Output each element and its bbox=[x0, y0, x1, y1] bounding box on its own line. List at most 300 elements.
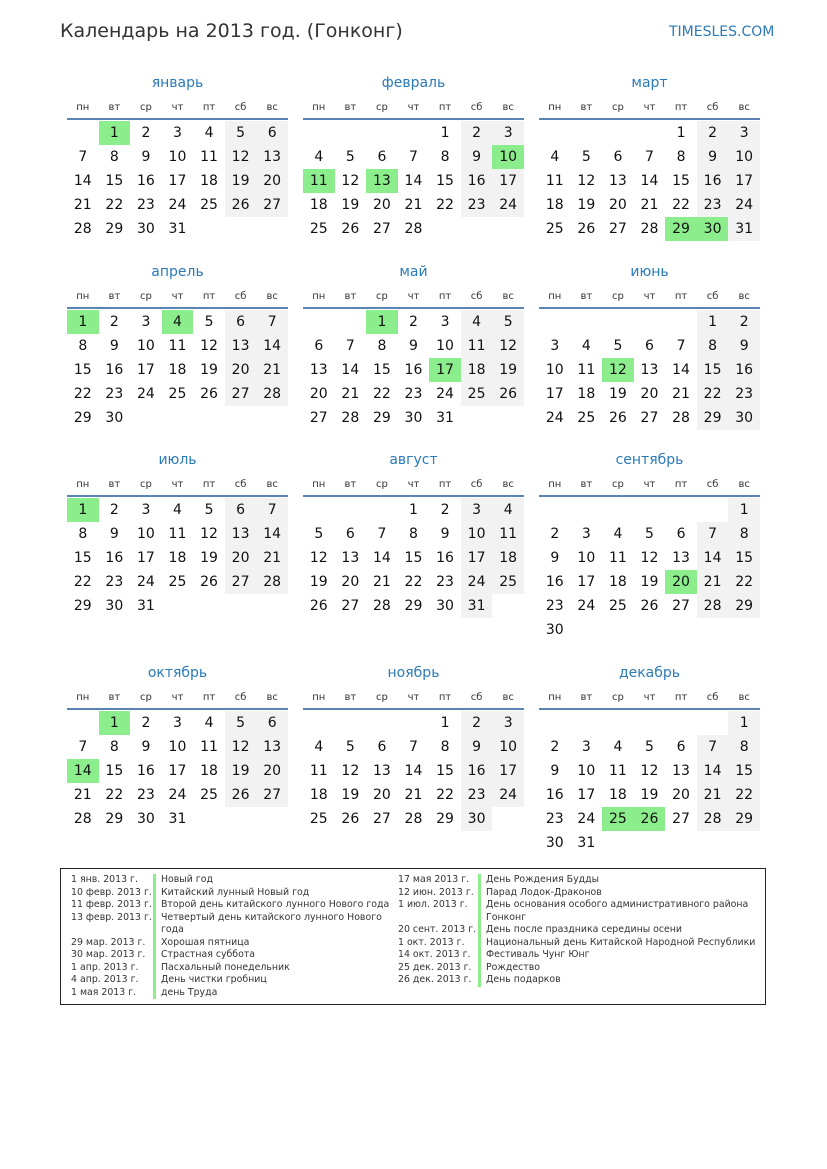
day-cell: 17 bbox=[577, 574, 596, 590]
day-cell: 11 bbox=[545, 173, 564, 189]
header-divider bbox=[303, 708, 524, 710]
day-cell: 25 bbox=[545, 221, 564, 237]
month-block bbox=[67, 450, 288, 618]
day-cell: 24 bbox=[168, 197, 187, 213]
day-grid bbox=[539, 711, 760, 855]
day-cell: 11 bbox=[168, 526, 187, 542]
holiday-entry bbox=[71, 987, 391, 1000]
day-cell: 27 bbox=[225, 382, 257, 406]
day-cell: 22 bbox=[105, 787, 124, 803]
holiday-date: 14 окт. 2013 г. bbox=[398, 949, 471, 960]
holiday-day: 17 bbox=[429, 358, 461, 382]
weekday-label: сб bbox=[234, 691, 247, 703]
header-divider bbox=[539, 118, 760, 120]
holiday-name: День основания особого административного района Гонконг bbox=[486, 899, 749, 923]
day-cell: 9 bbox=[550, 550, 560, 566]
empty-cell bbox=[303, 310, 335, 334]
day-cell: 18 bbox=[577, 386, 596, 402]
day-cell: 19 bbox=[225, 169, 257, 193]
day-cell: 2 bbox=[141, 125, 151, 141]
holiday-entry bbox=[71, 912, 391, 937]
holiday-date: 1 янв. 2013 г. bbox=[71, 874, 138, 885]
holiday-date: 11 февр. 2013 г. bbox=[71, 899, 152, 910]
day-cell: 19 bbox=[492, 358, 524, 382]
day-cell: 6 bbox=[377, 739, 387, 755]
empty-cell bbox=[602, 121, 634, 145]
day-cell: 18 bbox=[168, 550, 187, 566]
day-cell: 8 bbox=[377, 338, 387, 354]
day-cell: 25 bbox=[492, 570, 524, 594]
day-cell: 13 bbox=[225, 334, 257, 358]
day-cell: 20 bbox=[309, 386, 328, 402]
day-cell: 13 bbox=[309, 362, 328, 378]
day-cell: 6 bbox=[676, 526, 686, 542]
day-cell: 4 bbox=[613, 526, 623, 542]
day-cell: 12 bbox=[200, 338, 218, 354]
weekday-label: ср bbox=[375, 290, 388, 302]
day-cell: 20 bbox=[256, 759, 288, 783]
empty-cell bbox=[697, 711, 729, 735]
day-cell: 21 bbox=[640, 197, 659, 213]
day-cell: 12 bbox=[341, 173, 360, 189]
day-cell: 23 bbox=[136, 787, 155, 803]
day-cell: 30 bbox=[545, 835, 564, 851]
weekday-label: чт bbox=[643, 290, 656, 302]
day-cell: 14 bbox=[697, 546, 729, 570]
weekday-label: пн bbox=[312, 290, 326, 302]
holiday-date: 20 сент. 2013 г. bbox=[398, 924, 477, 935]
weekday-label: пн bbox=[76, 478, 90, 490]
day-cell: 16 bbox=[545, 574, 564, 590]
day-cell: 15 bbox=[404, 550, 423, 566]
holiday-marker bbox=[153, 974, 156, 987]
weekday-label: пн bbox=[548, 101, 562, 113]
month-name: август bbox=[389, 452, 438, 468]
day-cell: 5 bbox=[613, 338, 623, 354]
day-cell: 6 bbox=[676, 739, 686, 755]
holiday-marker bbox=[153, 912, 156, 937]
day-cell: 29 bbox=[372, 410, 391, 426]
day-cell: 20 bbox=[372, 197, 391, 213]
day-cell: 3 bbox=[173, 715, 182, 731]
weekday-label: пн bbox=[76, 691, 90, 703]
day-cell: 20 bbox=[256, 169, 288, 193]
empty-cell bbox=[697, 498, 729, 522]
holiday-entry bbox=[398, 874, 763, 887]
day-cell: 6 bbox=[345, 526, 355, 542]
day-cell: 12 bbox=[640, 550, 659, 566]
holiday-marker bbox=[478, 924, 481, 937]
month-block bbox=[539, 663, 760, 855]
weekday-label: вт bbox=[580, 691, 593, 703]
day-cell: 9 bbox=[440, 526, 450, 542]
weekday-label: пт bbox=[438, 290, 452, 302]
day-grid bbox=[539, 121, 760, 241]
holiday-entry bbox=[398, 899, 763, 924]
day-cell: 24 bbox=[492, 783, 524, 807]
empty-cell bbox=[634, 121, 666, 145]
day-cell: 27 bbox=[372, 811, 391, 827]
holiday-marker bbox=[478, 974, 481, 987]
day-cell: 16 bbox=[461, 169, 493, 193]
weekday-label: чт bbox=[407, 290, 420, 302]
day-cell: 9 bbox=[461, 735, 493, 759]
empty-cell bbox=[303, 121, 335, 145]
day-cell: 25 bbox=[168, 574, 187, 590]
day-cell: 28 bbox=[404, 221, 423, 237]
empty-cell bbox=[67, 711, 99, 735]
holiday-day: 4 bbox=[162, 310, 194, 334]
day-cell: 5 bbox=[204, 314, 214, 330]
day-cell: 10 bbox=[168, 739, 187, 755]
holiday-day: 13 bbox=[366, 169, 398, 193]
month-block bbox=[539, 450, 760, 642]
holiday-entry bbox=[398, 924, 763, 937]
holiday-date: 1 мая 2013 г. bbox=[71, 986, 137, 998]
day-cell: 20 bbox=[225, 358, 257, 382]
day-cell: 24 bbox=[168, 787, 187, 803]
holiday-day: 14 bbox=[67, 759, 99, 783]
day-cell: 2 bbox=[440, 502, 450, 518]
day-cell: 23 bbox=[436, 574, 454, 590]
weekday-label: ср bbox=[611, 691, 624, 703]
holiday-day: 1 bbox=[99, 121, 131, 145]
day-cell: 20 bbox=[341, 574, 360, 590]
day-cell: 8 bbox=[440, 149, 450, 165]
month-name: июль bbox=[158, 452, 197, 468]
day-cell: 3 bbox=[492, 121, 524, 145]
day-cell: 29 bbox=[728, 594, 760, 618]
day-cell: 9 bbox=[409, 338, 418, 354]
weekday-label: чт bbox=[407, 691, 420, 703]
day-cell: 3 bbox=[141, 502, 151, 518]
day-cell: 10 bbox=[461, 522, 493, 546]
day-cell: 25 bbox=[309, 811, 328, 827]
day-cell: 27 bbox=[256, 783, 288, 807]
day-cell: 20 bbox=[640, 386, 659, 402]
day-cell: 22 bbox=[436, 787, 454, 803]
empty-cell bbox=[539, 310, 571, 334]
day-cell: 11 bbox=[492, 522, 524, 546]
day-cell: 30 bbox=[136, 221, 155, 237]
weekday-header bbox=[303, 97, 524, 117]
day-cell: 20 bbox=[225, 546, 257, 570]
day-cell: 7 bbox=[256, 310, 288, 334]
day-cell: 15 bbox=[372, 362, 391, 378]
day-cell: 21 bbox=[73, 197, 92, 213]
site-link[interactable]: TIMESLES.COM bbox=[669, 24, 775, 40]
day-cell: 19 bbox=[608, 386, 627, 402]
holiday-date: 10 февр. 2013 г. bbox=[71, 886, 152, 898]
day-cell: 31 bbox=[168, 811, 187, 827]
day-cell: 14 bbox=[372, 550, 391, 566]
day-cell: 25 bbox=[608, 598, 627, 614]
day-cell: 28 bbox=[672, 410, 690, 426]
weekday-label: сб bbox=[234, 290, 247, 302]
holiday-day: 1 bbox=[67, 310, 99, 334]
weekday-header bbox=[67, 687, 288, 707]
day-cell: 10 bbox=[545, 362, 564, 378]
day-cell: 30 bbox=[436, 598, 454, 614]
holiday-name: Китайский лунный Новый год bbox=[161, 886, 310, 898]
month-name: февраль bbox=[381, 75, 446, 91]
day-cell: 18 bbox=[200, 173, 218, 189]
day-cell: 4 bbox=[613, 739, 623, 755]
day-cell: 13 bbox=[372, 763, 391, 779]
holiday-entry bbox=[398, 949, 763, 962]
day-cell: 24 bbox=[545, 410, 564, 426]
day-cell: 8 bbox=[78, 526, 88, 542]
day-cell: 27 bbox=[672, 811, 690, 827]
day-cell: 14 bbox=[404, 763, 423, 779]
day-grid bbox=[67, 310, 288, 430]
weekday-label: сб bbox=[706, 691, 719, 703]
day-cell: 11 bbox=[200, 149, 218, 165]
weekday-label: вс bbox=[266, 478, 278, 490]
day-cell: 2 bbox=[697, 121, 729, 145]
day-cell: 11 bbox=[461, 334, 493, 358]
day-cell: 18 bbox=[168, 362, 187, 378]
empty-cell bbox=[303, 711, 335, 735]
holiday-name: День подарков bbox=[486, 974, 561, 985]
day-cell: 12 bbox=[577, 173, 596, 189]
day-cell: 22 bbox=[436, 197, 454, 213]
weekday-header bbox=[303, 286, 524, 306]
weekday-label: ср bbox=[375, 691, 388, 703]
holiday-date: 4 апр. 2013 г. bbox=[71, 974, 139, 985]
holiday-marker bbox=[478, 874, 481, 887]
day-cell: 9 bbox=[728, 334, 760, 358]
day-cell: 16 bbox=[136, 763, 155, 779]
holiday-name: Новый год bbox=[161, 874, 213, 885]
day-grid bbox=[67, 121, 288, 241]
day-cell: 9 bbox=[550, 763, 560, 779]
day-cell: 4 bbox=[314, 739, 324, 755]
day-cell: 16 bbox=[728, 358, 760, 382]
weekday-label: вт bbox=[108, 101, 121, 113]
day-cell: 26 bbox=[492, 382, 524, 406]
day-cell: 29 bbox=[73, 598, 92, 614]
day-cell: 30 bbox=[728, 406, 760, 430]
day-cell: 28 bbox=[256, 382, 288, 406]
day-cell: 27 bbox=[640, 410, 659, 426]
weekday-label: пт bbox=[202, 478, 216, 490]
day-cell: 8 bbox=[109, 739, 119, 755]
weekday-label: вт bbox=[344, 691, 357, 703]
day-cell: 13 bbox=[640, 362, 659, 378]
month-name: декабрь bbox=[618, 665, 681, 681]
day-cell: 9 bbox=[109, 338, 119, 354]
day-cell: 8 bbox=[409, 526, 418, 542]
holiday-date: 12 июн. 2013 г. bbox=[398, 886, 474, 898]
day-cell: 6 bbox=[613, 149, 623, 165]
holiday-entry bbox=[398, 937, 763, 950]
day-cell: 23 bbox=[697, 193, 729, 217]
day-cell: 2 bbox=[461, 711, 493, 735]
day-cell: 26 bbox=[309, 598, 328, 614]
day-cell: 28 bbox=[697, 807, 729, 831]
weekday-header bbox=[67, 97, 288, 117]
holiday-entry bbox=[71, 962, 391, 975]
day-cell: 23 bbox=[136, 197, 155, 213]
day-cell: 18 bbox=[492, 546, 524, 570]
holiday-date: 26 дек. 2013 г. bbox=[398, 974, 472, 985]
day-cell: 1 bbox=[676, 125, 686, 141]
weekday-label: пт bbox=[202, 290, 216, 302]
weekday-label: чт bbox=[171, 101, 184, 113]
day-cell: 13 bbox=[608, 173, 627, 189]
weekday-label: вс bbox=[266, 290, 278, 302]
day-cell: 4 bbox=[581, 338, 591, 354]
day-cell: 5 bbox=[645, 526, 654, 542]
weekday-label: чт bbox=[643, 478, 656, 490]
day-cell: 14 bbox=[672, 362, 690, 378]
day-cell: 15 bbox=[105, 173, 124, 189]
header-divider bbox=[303, 307, 524, 309]
holiday-name: День чистки гробниц bbox=[161, 974, 267, 985]
weekday-label: сб bbox=[470, 290, 483, 302]
day-cell: 26 bbox=[200, 574, 218, 590]
day-cell: 29 bbox=[105, 221, 124, 237]
day-cell: 22 bbox=[672, 197, 690, 213]
empty-cell bbox=[634, 310, 666, 334]
weekday-label: пт bbox=[438, 478, 452, 490]
day-cell: 2 bbox=[461, 121, 493, 145]
day-cell: 27 bbox=[309, 410, 328, 426]
day-cell: 29 bbox=[697, 406, 729, 430]
empty-cell bbox=[366, 711, 398, 735]
day-cell: 24 bbox=[436, 386, 454, 402]
holiday-name: Второй день китайского лунного Нового года bbox=[161, 899, 390, 910]
day-cell: 22 bbox=[404, 574, 423, 590]
day-cell: 1 bbox=[728, 498, 760, 522]
month-name: июнь bbox=[630, 264, 669, 280]
weekday-label: сб bbox=[706, 101, 719, 113]
holiday-date: 17 мая 2013 г. bbox=[398, 874, 470, 885]
weekday-header bbox=[67, 474, 288, 494]
holiday-day: 20 bbox=[665, 570, 697, 594]
day-cell: 10 bbox=[492, 735, 524, 759]
empty-cell bbox=[634, 498, 666, 522]
day-cell: 5 bbox=[345, 149, 355, 165]
month-block bbox=[303, 663, 524, 831]
weekday-label: вт bbox=[108, 290, 121, 302]
day-grid bbox=[539, 498, 760, 642]
holiday-day: 29 bbox=[665, 217, 697, 241]
day-cell: 19 bbox=[640, 574, 659, 590]
day-cell: 6 bbox=[256, 121, 288, 145]
weekday-header bbox=[67, 286, 288, 306]
empty-cell bbox=[366, 121, 398, 145]
day-cell: 18 bbox=[608, 787, 627, 803]
day-cell: 19 bbox=[309, 574, 328, 590]
header-divider bbox=[539, 708, 760, 710]
day-cell: 11 bbox=[577, 362, 596, 378]
day-cell: 30 bbox=[105, 410, 124, 426]
day-cell: 14 bbox=[256, 522, 288, 546]
month-name: сентябрь bbox=[615, 452, 684, 468]
day-cell: 7 bbox=[345, 338, 355, 354]
day-cell: 7 bbox=[409, 739, 418, 755]
weekday-label: вт bbox=[108, 691, 121, 703]
day-cell: 4 bbox=[204, 715, 214, 731]
day-cell: 27 bbox=[341, 598, 360, 614]
day-cell: 21 bbox=[341, 386, 360, 402]
day-cell: 13 bbox=[256, 735, 288, 759]
day-cell: 2 bbox=[550, 739, 560, 755]
weekday-header bbox=[303, 687, 524, 707]
holiday-marker bbox=[153, 949, 156, 962]
holiday-name: Фестиваль Чунг Юнг bbox=[486, 949, 590, 960]
day-cell: 3 bbox=[581, 739, 591, 755]
weekday-label: пн bbox=[76, 290, 90, 302]
day-cell: 7 bbox=[645, 149, 654, 165]
day-cell: 11 bbox=[168, 338, 187, 354]
empty-cell bbox=[335, 498, 367, 522]
holiday-name: Парад Лодок-Драконов bbox=[486, 886, 602, 898]
weekday-label: чт bbox=[407, 101, 420, 113]
day-cell: 5 bbox=[204, 502, 214, 518]
day-cell: 28 bbox=[73, 811, 92, 827]
day-cell: 30 bbox=[545, 622, 564, 638]
day-cell: 26 bbox=[225, 783, 257, 807]
holiday-entry bbox=[398, 974, 763, 987]
header-divider bbox=[303, 495, 524, 497]
holiday-date: 1 июл. 2013 г. bbox=[398, 899, 468, 910]
weekday-label: вс bbox=[266, 101, 278, 113]
day-grid bbox=[67, 498, 288, 618]
holiday-name: Страстная суббота bbox=[161, 949, 256, 960]
empty-cell bbox=[665, 310, 697, 334]
day-cell: 31 bbox=[136, 598, 155, 614]
weekday-label: ср bbox=[139, 101, 152, 113]
day-cell: 7 bbox=[78, 149, 88, 165]
day-cell: 16 bbox=[461, 759, 493, 783]
day-cell: 11 bbox=[200, 739, 218, 755]
day-cell: 7 bbox=[697, 522, 729, 546]
day-cell: 25 bbox=[461, 382, 493, 406]
day-cell: 17 bbox=[461, 546, 493, 570]
day-cell: 16 bbox=[697, 169, 729, 193]
day-cell: 22 bbox=[728, 783, 760, 807]
weekday-label: вс bbox=[502, 101, 514, 113]
day-cell: 15 bbox=[436, 173, 454, 189]
empty-cell bbox=[571, 711, 603, 735]
holiday-day: 1 bbox=[366, 310, 398, 334]
day-cell: 12 bbox=[200, 526, 218, 542]
holiday-date: 1 окт. 2013 г. bbox=[398, 936, 465, 948]
day-cell: 22 bbox=[105, 197, 124, 213]
day-cell: 17 bbox=[168, 763, 187, 779]
empty-cell bbox=[67, 121, 99, 145]
month-name: май bbox=[399, 264, 428, 280]
month-name: октябрь bbox=[147, 665, 208, 681]
day-cell: 6 bbox=[377, 149, 387, 165]
empty-cell bbox=[602, 310, 634, 334]
day-cell: 29 bbox=[73, 410, 92, 426]
empty-cell bbox=[335, 711, 367, 735]
empty-cell bbox=[634, 711, 666, 735]
day-cell: 7 bbox=[377, 526, 387, 542]
empty-cell bbox=[335, 310, 367, 334]
day-cell: 23 bbox=[461, 193, 493, 217]
day-cell: 12 bbox=[341, 763, 360, 779]
day-cell: 17 bbox=[492, 759, 524, 783]
day-grid bbox=[303, 121, 524, 241]
day-cell: 3 bbox=[492, 711, 524, 735]
day-cell: 29 bbox=[404, 598, 423, 614]
day-cell: 15 bbox=[436, 763, 454, 779]
